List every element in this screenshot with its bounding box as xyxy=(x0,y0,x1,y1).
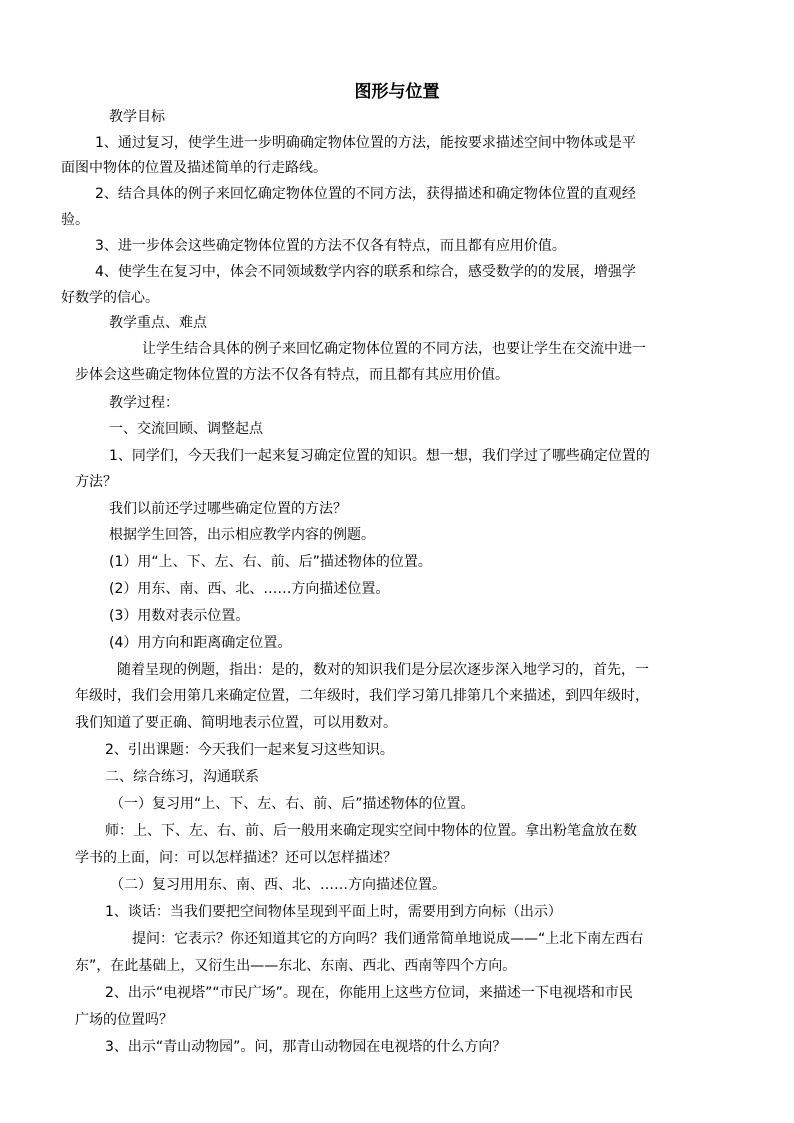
paragraph-line: 面图中物体的位置及描述简单的行走路线。 xyxy=(61,160,327,176)
paragraph-line: 3、进一步体会这些确定物体位置的方法不仅各有特点，而且都有应用价值。 xyxy=(95,238,566,254)
paragraph-line: 学书的上面，问：可以怎样描述？还可以怎样描述？ xyxy=(75,850,397,866)
paragraph-line: 让学生结合具体的例子来回忆确定物体位置的不同方法，也要让学生在交流中进一 xyxy=(142,341,646,357)
paragraph-line: 东”，在此基础上，又衍生出——东北、东南、西北、西南等四个方向。 xyxy=(75,958,517,974)
subsection-heading: （一）复习用“上、下、左、右、前、后”描述物体的位置。 xyxy=(110,796,475,812)
paragraph-line: 提问：它表示？你还知道其它的方向吗？我们通常简单地说成——“上北下南左西右 xyxy=(132,931,644,947)
section-heading: 二、综合练习，沟通联系 xyxy=(105,769,259,785)
paragraph-line: 随着呈现的例题，指出：是的，数对的知识我们是分层次逐步深入地学习的，首先，一 xyxy=(117,662,649,678)
section-heading-key-points: 教学重点、难点 xyxy=(109,315,207,331)
subsection-heading: （二）复习用用东、南、西、北、……方向描述位置。 xyxy=(110,877,446,893)
list-item: (1）用“上、下、左、右、前、后”描述物体的位置。 xyxy=(109,554,432,570)
page-title: 图形与位置 xyxy=(354,82,440,102)
section-heading: 一、交流回顾、调整起点 xyxy=(109,421,263,437)
paragraph-line: 方法？ xyxy=(75,474,117,490)
paragraph-line: 我们以前还学过哪些确定位置的方法？ xyxy=(109,501,347,517)
paragraph-line: 好数学的信心。 xyxy=(61,290,159,306)
paragraph-line: 年级时，我们会用第几来确定位置，二年级时，我们学习第几排第几个来描述，到四年级时， xyxy=(75,688,649,704)
paragraph-line: 4、使学生在复习中，体会不同领域数学内容的联系和综合，感受数学的的发展，增强学 xyxy=(95,264,636,280)
section-heading-objectives: 教学目标 xyxy=(109,109,165,125)
paragraph-line: 1、同学们，今天我们一起来复习确定位置的知识。想一想，我们学过了哪些确定位置的 xyxy=(109,448,650,464)
paragraph-line: 师：上、下、左、右、前、后一般用来确定现实空间中物体的位置。拿出粉笔盒放在数 xyxy=(105,823,637,839)
paragraph-line: 验。 xyxy=(61,212,89,228)
paragraph-line: 根据学生回答，出示相应教学内容的例题。 xyxy=(109,527,375,543)
paragraph-line: 2、出示“电视塔”“市民广场”。现在，你能用上这些方位词，来描述一下电视塔和市民 xyxy=(105,985,633,1001)
paragraph-line: 2、结合具体的例子来回忆确定物体位置的不同方法，获得描述和确定物体位置的直观经 xyxy=(95,186,636,202)
list-item: (3）用数对表示位置。 xyxy=(109,608,250,624)
paragraph-line: 我们知道了要正确、简明地表示位置，可以用数对。 xyxy=(75,715,397,731)
list-item: (2）用东、南、西、北、……方向描述位置。 xyxy=(109,581,390,597)
paragraph-line: 3、出示“青山动物园”。问，那青山动物园在电视塔的什么方向？ xyxy=(105,1039,507,1055)
paragraph-line: 2、引出课题：今天我们一起来复习这些知识。 xyxy=(105,742,394,758)
paragraph-line: 1、通过复习，使学生进一步明确确定物体位置的方法，能按要求描述空间中物体或是平 xyxy=(95,135,636,151)
paragraph-line: 广场的位置吗？ xyxy=(75,1012,173,1028)
paragraph-line: 步体会这些确定物体位置的方法不仅各有特点，而且都有其应用价值。 xyxy=(75,367,509,383)
section-heading-process: 教学过程： xyxy=(109,395,179,411)
paragraph-line: 1、谈话：当我们要把空间物体呈现到平面上时，需要用到方向标（出示） xyxy=(105,904,562,920)
list-item: (4）用方向和距离确定位置。 xyxy=(109,635,292,651)
